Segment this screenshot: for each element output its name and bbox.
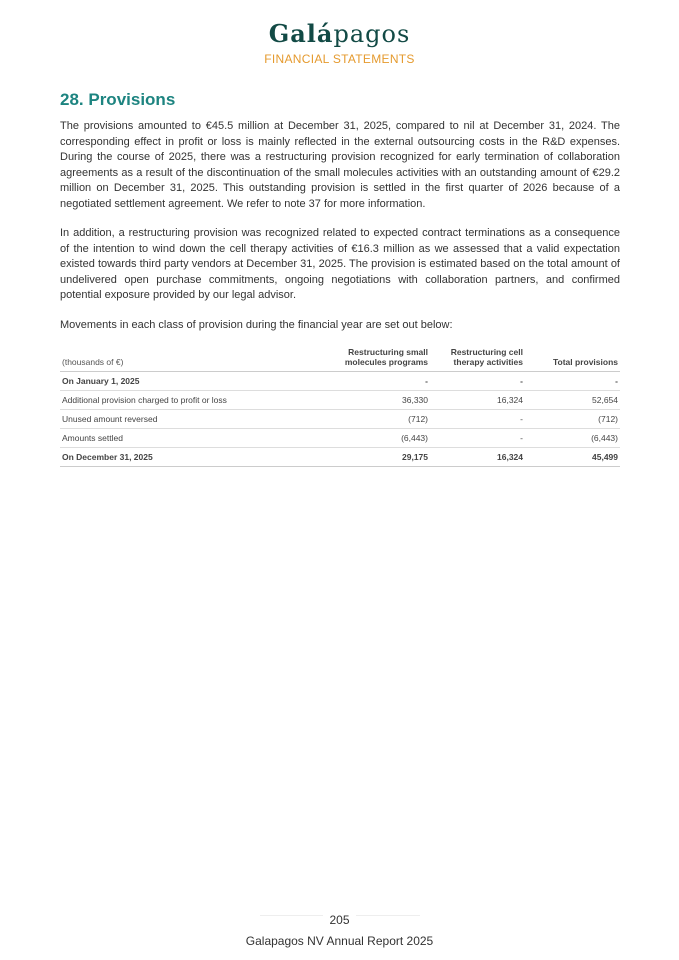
logo-bold-text: Galá [268,19,334,48]
cell-cell-therapy: 16,324 [430,391,525,410]
section-title: 28. Provisions [60,90,176,109]
row-label: On December 31, 2025 [60,448,320,467]
row-label: Unused amount reversed [60,410,320,429]
table-row [60,410,620,429]
galapagos-logo [0,20,679,48]
cell-cell-therapy: 16,324 [430,448,525,467]
page-header [0,20,679,66]
page-footer [0,910,679,948]
main-content [60,90,620,467]
cell-small-molecules: - [320,372,430,391]
provisions-table [60,343,620,467]
column-header-units: (thousands of €) [60,343,320,372]
cell-small-molecules: (6,443) [320,429,430,448]
report-name: Galapagos NV Annual Report 2025 [245,934,434,948]
cell-cell-therapy: - [430,410,525,429]
cell-small-molecules: 29,175 [320,448,430,467]
table-header-row [60,343,620,372]
row-label: Amounts settled [60,429,320,448]
row-label: On January 1, 2025 [60,372,320,391]
paragraph-1: The provisions amounted to €45.5 million at December 31, 2025, compared to nil at December 31, 2024. The corresponding effect in profit or loss is mainly reflected in the external outsourcing costs in the R&D expenses. During the course of 2025, there was a restructuring provision recognized for early termination of collaboration agreements as a result of the discontinuation of the small molecules activities with an outstanding amount of €29.2 million on December 31, 2025. This outstanding provision is settled in the first quarter of 2026 because of a negotiated settlement agreement. We refer to note 37 for more information. [60,120,620,210]
logo-light-text: pagos [333,20,411,48]
cell-cell-therapy: - [430,372,525,391]
column-header-total: Total provisions [525,343,620,372]
paragraph-2: In addition, a restructuring provision was recognized related to expected contract terminations as a consequence of the intention to wind down the cell therapy activities of €16.3 million as we assessed that a valid expectation existed towards third party vendors at December 31, 2025. The provision is estimated based on the total amount of undelivered open purchase commitments, ongoing negotiations with collaboration partners, and confirmed potential exposure provided by our legal advisor. [60,227,620,301]
cell-total: (6,443) [525,429,620,448]
table-row [60,372,620,391]
row-label: Additional provision charged to profit or loss [60,391,320,410]
table-row [60,391,620,410]
page-number: 205 [323,913,355,927]
cell-small-molecules: (712) [320,410,430,429]
cell-total: 52,654 [525,391,620,410]
paragraph-3: Movements in each class of provision during the financial year are set out below: [60,318,453,331]
section-subtitle: FINANCIAL STATEMENTS [264,52,415,66]
column-header-cell-therapy: Restructuring cell therapy activities [430,343,525,372]
table-row [60,429,620,448]
column-header-small-molecules: Restructuring small molecules programs [320,343,430,372]
cell-small-molecules: 36,330 [320,391,430,410]
table-row-total [60,448,620,467]
cell-cell-therapy: - [430,429,525,448]
cell-total: 45,499 [525,448,620,467]
cell-total: (712) [525,410,620,429]
cell-total: - [525,372,620,391]
